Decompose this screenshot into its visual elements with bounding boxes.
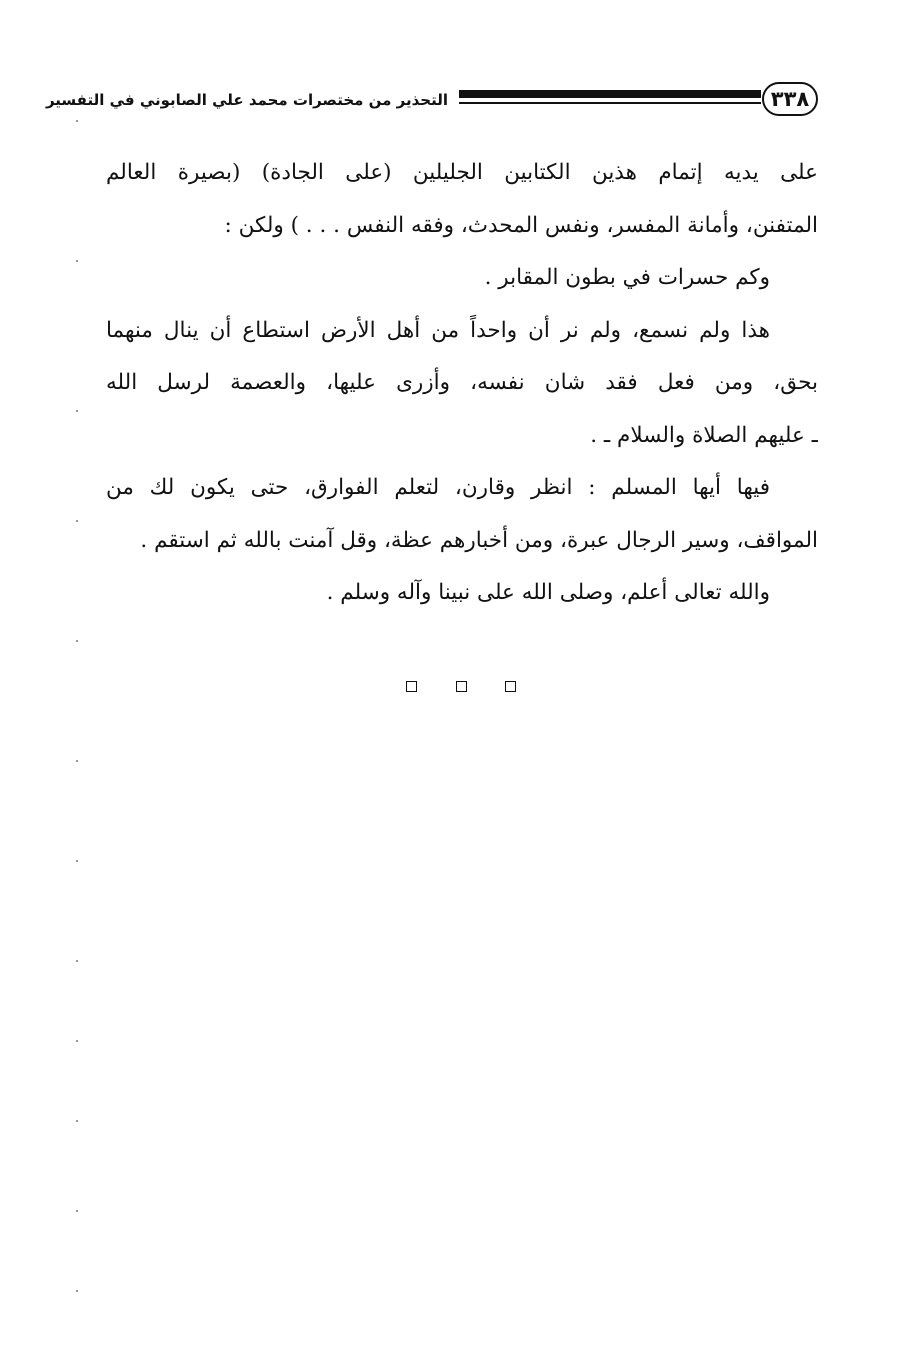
header-rule-thin bbox=[459, 102, 761, 104]
text-line: المواقف، وسير الرجال عبرة، ومن أخبارهم عظة، وقل آمنت بالله ثم استقم . bbox=[140, 527, 818, 553]
text-line: على يديه إتمام هذين الكتابين الجليلين (على الجادة) (بصيرة العالم bbox=[106, 160, 818, 185]
text-line: وكم حسرات في بطون المقابر . bbox=[484, 265, 770, 290]
ornament-square bbox=[406, 681, 417, 692]
text-line: والله تعالى أعلم، وصلى الله على نبينا وآله وسلم . bbox=[326, 580, 770, 605]
ornament-square bbox=[456, 681, 467, 692]
text-line: المتفنن، وأمانة المفسر، ونفس المحدث، وفقه النفس . . . ) ولكن : bbox=[224, 212, 818, 238]
page-number-text: ٣٣٨ bbox=[770, 86, 810, 111]
header-rule bbox=[459, 90, 761, 107]
text-line: بحق، ومن فعل فقد شان نفسه، وأزرى عليها، والعصمة لرسل الله bbox=[106, 370, 818, 395]
ornament-square bbox=[505, 681, 516, 692]
text-line: هذا ولم نسمع، ولم نر أن واحداً من أهل الأرض استطاع أن ينال منهما bbox=[106, 317, 770, 343]
running-title: التحذير من مختصرات محمد علي الصابوني في التفسير bbox=[45, 91, 448, 109]
page-number bbox=[762, 82, 818, 116]
text-line: فيها أيها المسلم : انظر وقارن، لتعلم الفوارق، حتى يكون لك من bbox=[106, 475, 770, 500]
section-end-ornament bbox=[406, 681, 516, 695]
header-rule-thick bbox=[459, 90, 761, 98]
text-line: ـ عليهم الصلاة والسلام ـ . bbox=[590, 422, 818, 448]
scan-marks bbox=[70, 0, 84, 1349]
body-text bbox=[106, 147, 818, 620]
